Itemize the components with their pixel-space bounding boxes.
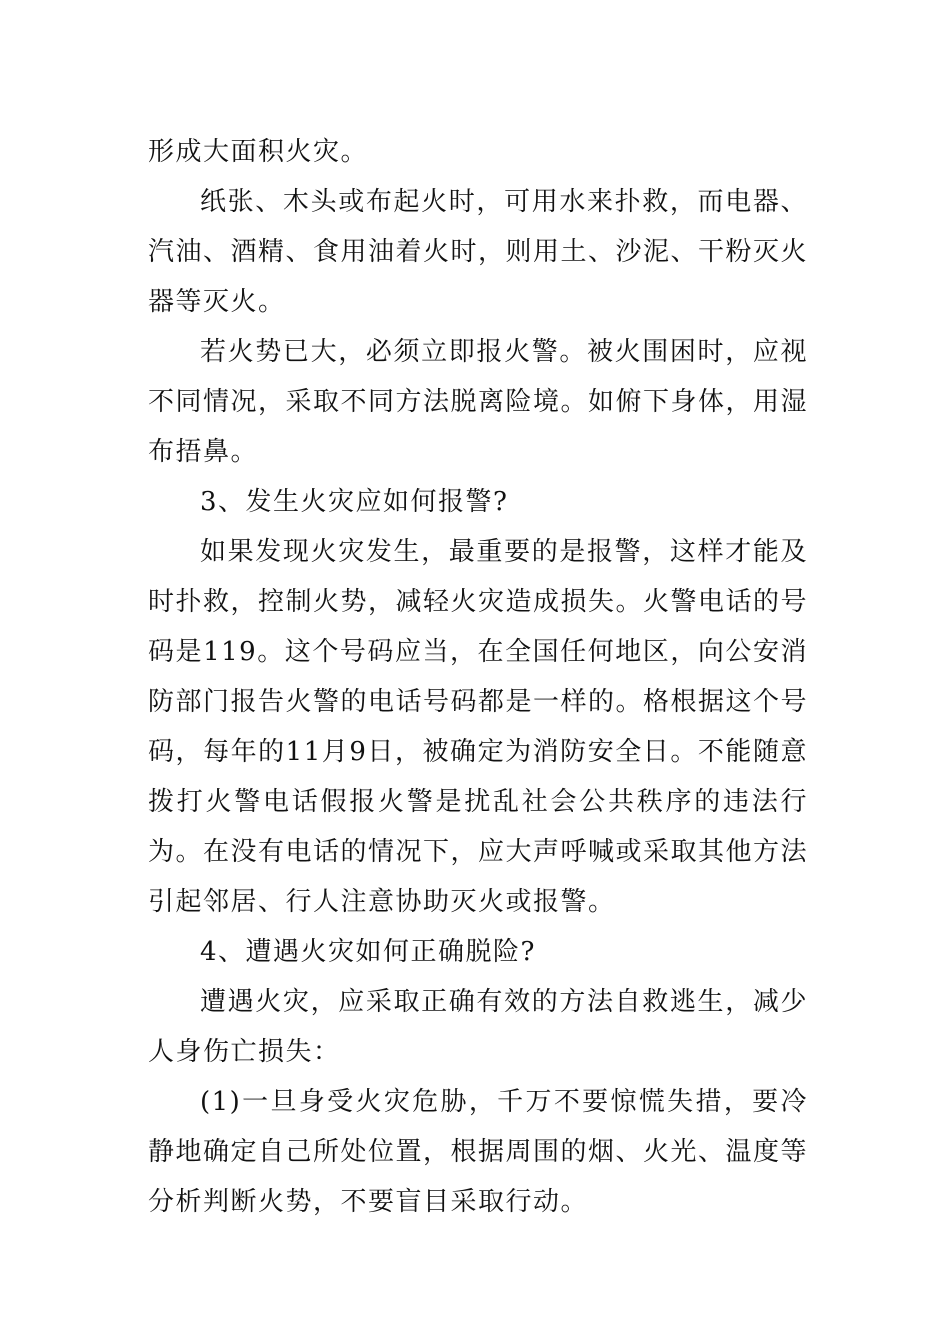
heading-how-to-escape: 4、遭遇火灾如何正确脱险? bbox=[200, 937, 536, 967]
paragraph-extinguish-methods: 纸张、木头或布起火时，可用水来扑救，而电器、汽油、酒精、食用油着火时，则用土、沙泥、干粉灭火器等灭火。 bbox=[148, 187, 809, 317]
paragraph-report-fire: 如果发现火灾发生，最重要的是报警，这样才能及时扑救，控制火势，减轻火灾造成损失。火警电话的号码是119。这个号码应当，在全国任何地区，向公安消防部门报告火警的电话号码都是一样的。格根据这个号码，每年的11月9日，被确定为消防安全日。不能随意拨打火警电话假报火警是扰乱社会公共秩序的违法行为。在没有电话的情况下，应大声呼喊或采取其他方法引起邻居、行人注意协助灭火或报警。 bbox=[148, 537, 809, 917]
paragraph-escape-trapped: 若火势已大，必须立即报火警。被火围困时，应视不同情况，采取不同方法脱离险境。如俯下身体，用湿布捂鼻。 bbox=[148, 337, 809, 467]
paragraph-self-rescue: 遭遇火灾，应采取正确有效的方法自救逃生，减少人身伤亡损失： bbox=[148, 987, 808, 1067]
paragraph-large-fire: 形成大面积火灾。 bbox=[148, 137, 369, 167]
paragraph-stay-calm: (1)一旦身受火灾危胁，千万不要惊慌失措，要冷静地确定自己所处位置，根据周围的烟、火光、温度等分析判断火势，不要盲目采取行动。 bbox=[148, 1087, 809, 1217]
document-page bbox=[148, 127, 808, 1227]
heading-how-to-report: 3、发生火灾应如何报警? bbox=[200, 487, 509, 517]
